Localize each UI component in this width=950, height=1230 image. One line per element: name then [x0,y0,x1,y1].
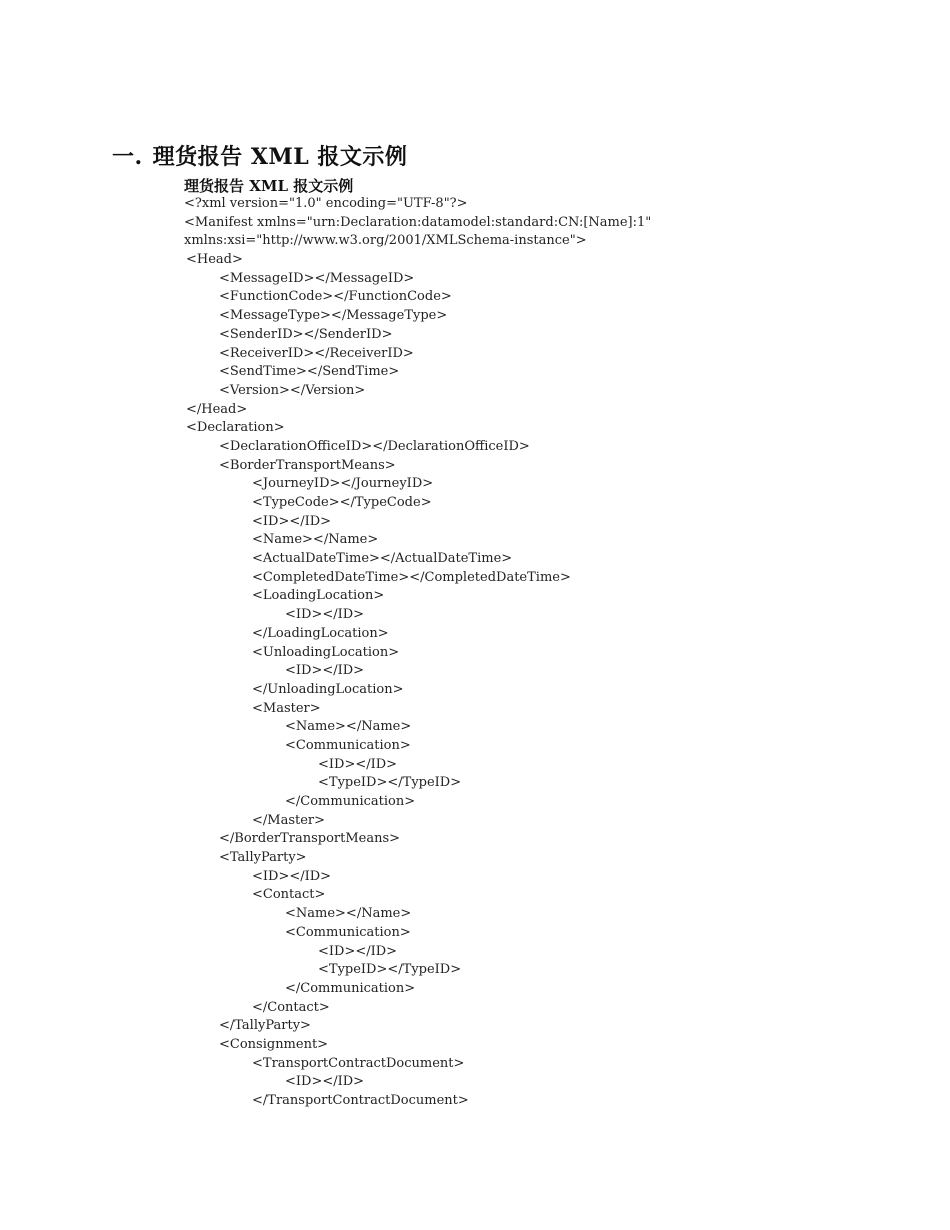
code-line: <TransportContractDocument> [252,1055,465,1071]
code-line: <ID></ID> [252,868,332,884]
code-line: </Head> [186,401,248,417]
code-line: <Communication> [285,737,411,753]
code-line: <UnloadingLocation> [252,644,400,660]
code-line: <TypeID></TypeID> [318,775,462,791]
section-number: 一. [112,144,143,170]
code-line: <DeclarationOfficeID></DeclarationOfficeID> [219,438,530,454]
code-line: <JourneyID></JourneyID> [252,476,434,492]
code-line: <ActualDateTime></ActualDateTime> [252,551,513,567]
code-line: </Master> [252,812,326,828]
code-line: <LoadingLocation> [252,588,385,604]
code-line: <FunctionCode></FunctionCode> [219,289,452,305]
code-line: <ID></ID> [318,756,398,772]
code-line: <ID></ID> [285,663,365,679]
code-line: <SenderID></SenderID> [219,326,393,342]
code-line: <Head> [186,252,243,268]
code-line: </Communication> [285,794,416,809]
code-line: </TallyParty> [219,1018,311,1034]
code-line: <TypeID></TypeID> [318,962,462,978]
example-subtitle: 理货报告 XML 报文示例 [184,177,354,195]
code-line: </Contact> [252,999,330,1015]
code-line: </Communication> [285,980,416,996]
code-line: <Name></Name> [285,906,412,922]
code-line: <ID></ID> [285,607,365,623]
code-line: </BorderTransportMeans> [219,831,401,847]
code-line: </TransportContractDocument> [252,1093,469,1108]
code-line: <MessageID></MessageID> [219,270,415,286]
code-line: </UnloadingLocation> [252,681,404,697]
code-line: <Manifest xmlns="urn:Declaration:datamodel:standard:CN:[Name]:1" [184,214,652,230]
code-line: <Master> [252,700,321,716]
section-title: 理货报告 XML 报文示例 [152,144,408,170]
code-line: <ReceiverID></ReceiverID> [219,345,414,361]
code-line: <Name></Name> [285,719,412,735]
code-line: <BorderTransportMeans> [219,457,396,473]
code-line: <Contact> [252,887,326,903]
xml-code-block [184,195,651,1111]
code-line: <Name></Name> [252,532,379,548]
code-line: <ID></ID> [285,1074,365,1090]
code-line: <MessageType></MessageType> [219,308,448,324]
code-line: <CompletedDateTime></CompletedDateTime> [252,569,571,585]
code-line: <Consignment> [219,1036,329,1052]
section-heading [112,140,407,171]
code-line: <TallyParty> [219,850,307,866]
code-line: <?xml version="1.0" encoding="UTF-8"?> [184,196,468,211]
code-line: <Version></Version> [219,382,366,398]
code-line: <TypeCode></TypeCode> [252,495,432,510]
code-line: xmlns:xsi="http://www.w3.org/2001/XMLSchema-instance"> [184,233,587,249]
code-line: <Communication> [285,924,411,940]
code-line: <Declaration> [186,420,285,436]
code-line: </LoadingLocation> [252,625,389,641]
code-line: <SendTime></SendTime> [219,364,400,380]
code-line: <ID></ID> [318,943,398,959]
code-line: <ID></ID> [252,513,332,529]
